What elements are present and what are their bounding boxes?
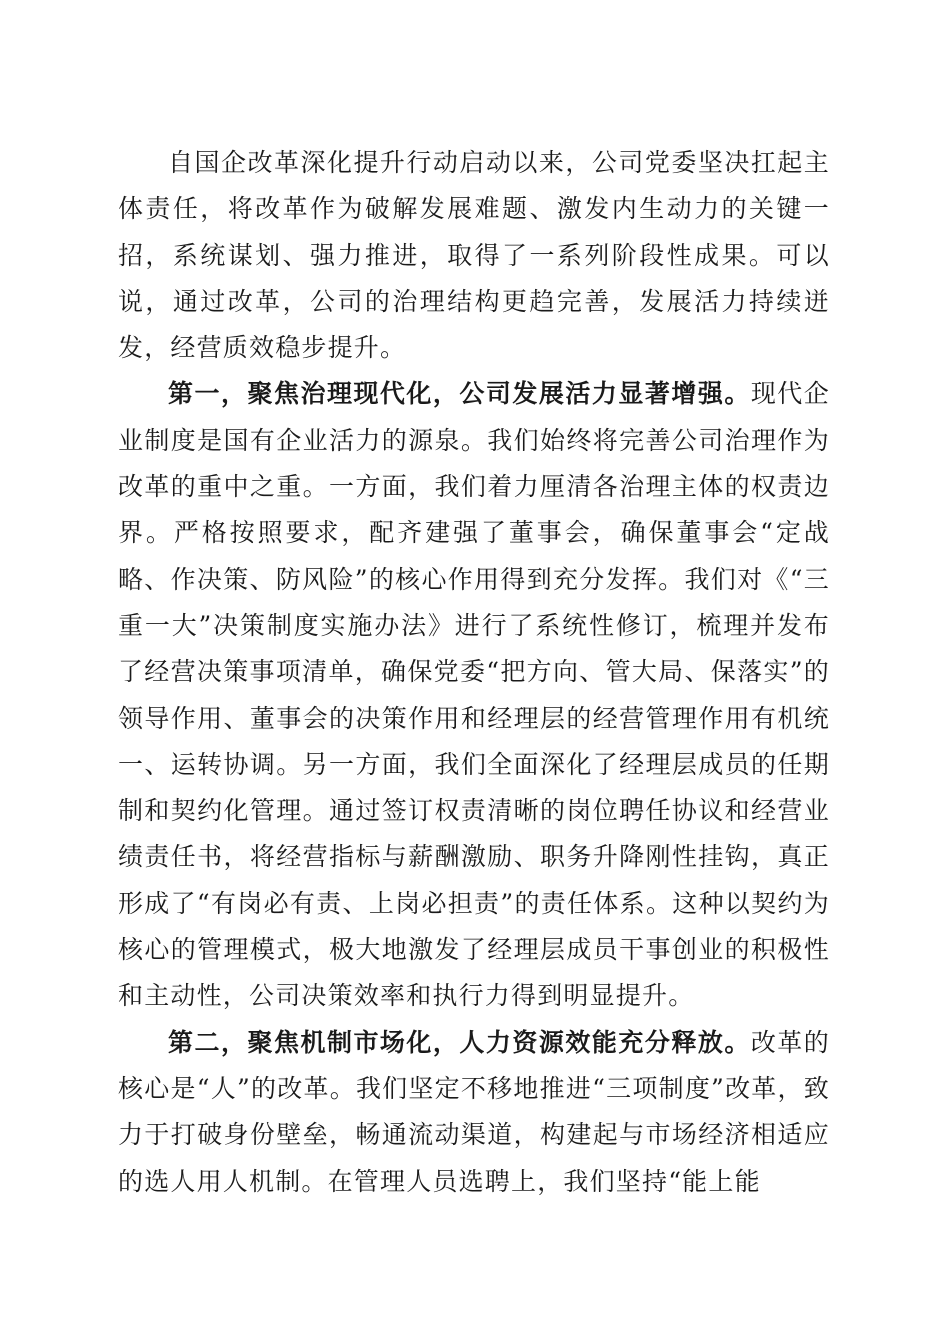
paragraph-first (118, 371, 830, 1019)
paragraph-second (118, 1020, 830, 1205)
paragraph-second-text: 改革的核心是“人”的改革。我们坚定不移地推进“三项制度”改革，致力于打破身份壁垒，畅通流动渠道，构建起与市场经济相适应的选人用人机制。在管理人员选聘上，我们坚持“能上能 (118, 1027, 830, 1196)
paragraph-first-text: 现代企业制度是国有企业活力的源泉。我们始终将完善公司治理作为改革的重中之重。一方面，我们着力厘清各治理主体的权责边界。严格按照要求，配齐建强了董事会，确保董事会“定战略、作决策、防风险”的核心作用得到充分发挥。我们对《“三重一大”决策制度实施办法》进行了系统性修订，梳理并发布了经营决策事项清单，确保党委“把方向、管大局、保落实”的领导作用、董事会的决策作用和经理层的经营管理作用有机统一、运转协调。另一方面，我们全面深化了经理层成员的任期制和契约化管理。通过签订权责清晰的岗位聘任协议和经营业绩责任书，将经营指标与薪酬激励、职务升降刚性挂钩，真正形成了“有岗必有责、上岗必担责”的责任体系。这种以契约为核心的管理模式，极大地激发了经理层成员干事创业的积极性和主动性，公司决策效率和执行力得到明显提升。 (118, 379, 830, 1011)
document-body (118, 140, 830, 1205)
paragraph-second-lead: 第二，聚焦机制市场化，人力资源效能充分释放。 (168, 1027, 751, 1057)
paragraph-intro-text: 自国企改革深化提升行动启动以来，公司党委坚决扛起主体责任，将改革作为破解发展难题、激发内生动力的关键一招，系统谋划、强力推进，取得了一系列阶段性成果。可以说，通过改革，公司的治理结构更趋完善，发展活力持续迸发，经营质效稳步提升。 (118, 148, 830, 363)
paragraph-intro (118, 140, 830, 371)
paragraph-first-lead: 第一，聚焦治理现代化，公司发展活力显著增强。 (168, 379, 751, 409)
